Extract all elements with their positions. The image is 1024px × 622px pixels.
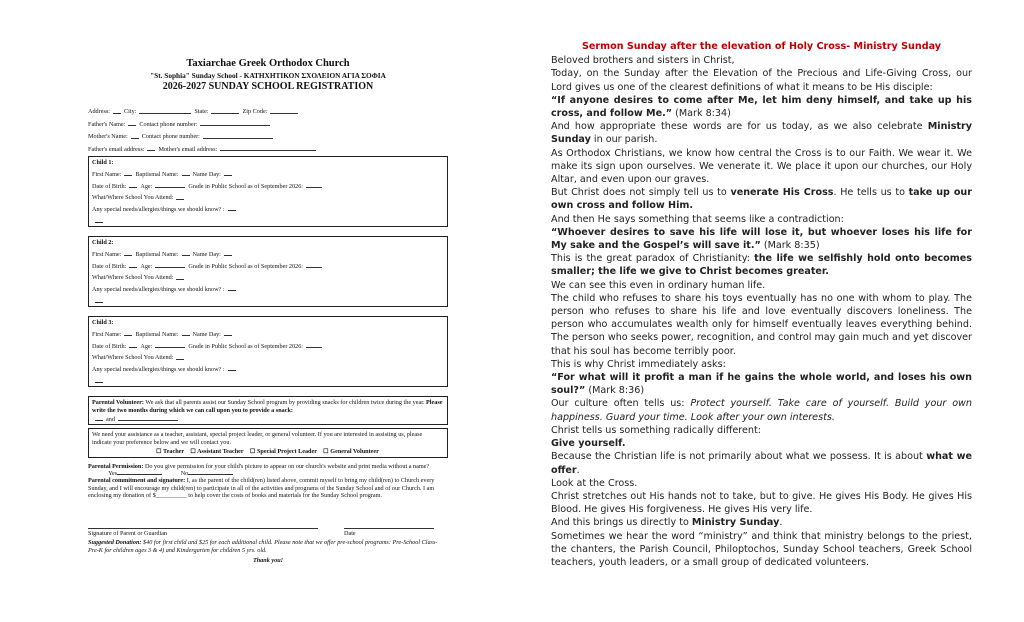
- snack-month-2-line[interactable]: [118, 420, 178, 421]
- sermon-text: And how appropriate these words are for us today, as we also celebrate: [551, 121, 928, 133]
- commitment-text: I, as the parent of the child(ren) listed above, commit myself to bring my child(ren) to Church every Sunday, and I will encourage my child(ren) to participate in all of the activities and programs of the Sunday School and of our Church. I am enclosing my donation of $__________ to help cover the costs of books and materials for the Sunday School program.: [88, 477, 435, 500]
- school-attend-label: What/Where School You Attend:: [92, 194, 174, 202]
- needs-label: Any special needs/allergies/things we should know? :: [92, 285, 225, 293]
- first-name-line[interactable]: [124, 335, 132, 336]
- age-label: Age:: [140, 182, 153, 190]
- baptismal-name-label: Baptismal Name:: [135, 330, 179, 338]
- sermon-text: . He tells us to: [833, 187, 909, 199]
- father-row: [88, 116, 448, 129]
- sermon-text: This is the great paradox of Christianity:: [551, 253, 755, 265]
- sermon-para: As Orthodox Christians, we know how central the Cross is to our Faith. We wear it. We make its sign upon ourselves. We venerate it. We place it upon our churches, our Holy Altar, and even upon our graves.: [551, 147, 972, 186]
- needs-label: Any special needs/allergies/things we should know? :: [92, 205, 225, 213]
- scripture-quote: “Whoever desires to save his life will lose it, but whoever loses his life for My sake and the Gospel’s will save it.”: [551, 226, 972, 252]
- school-attend-label: What/Where School You Attend:: [92, 274, 174, 282]
- donation-text: $40 for first child and $25 for each additional child. Please note that we offer pre-school programs: Pre-School Class-Pre-K for children ages 3 & 4) and Kindergarten for children 5 yrs. old.: [88, 539, 438, 554]
- grade-label: Grade in Public School as of September 2026:: [188, 182, 304, 190]
- first-name-label: First Name:: [92, 330, 122, 338]
- grade-line[interactable]: [306, 187, 322, 188]
- assist-text: We need your assistance as a teacher, assistant, special project leader, or general volunteer. If you are interested in assisting us, please indicate your preference below and we will contact you.: [92, 431, 423, 446]
- sermon-emphasis: Give yourself.: [551, 438, 626, 450]
- mother-email-line[interactable]: [220, 150, 316, 151]
- grade-line[interactable]: [306, 267, 322, 268]
- parental-volunteer-box: [88, 396, 448, 425]
- dob-line[interactable]: [129, 267, 137, 268]
- grade-label: Grade in Public School as of September 2026:: [188, 342, 304, 350]
- option-general-volunteer[interactable]: ☐ General Volunteer: [323, 448, 379, 456]
- sermon-para: [551, 437, 972, 450]
- child-3-box: [88, 316, 448, 387]
- signature-label: Signature of Parent or Guardian: [88, 529, 168, 537]
- address-row: [88, 103, 448, 116]
- school-attend-label: What/Where School You Attend:: [92, 354, 174, 362]
- sermon-para: The child who refuses to share his toys eventually has no one with whom to play. The person who refuses to share his life and love eventually discovers loneliness. The person who accumulates wealth only for himself eventually leaves everything behind. The person who seeks power, recognition, and control may gain much and yet discover that his soul has become terribly poor.: [551, 292, 972, 357]
- age-label: Age:: [140, 262, 153, 270]
- sermon-title: Sermon Sunday after the elevation of Holy Cross- Ministry Sunday: [581, 41, 941, 52]
- sermon-text: But Christ does not simply tell us to: [551, 187, 731, 199]
- dob-label: Date of Birth:: [92, 262, 127, 270]
- sermon-emphasis: what we offer: [551, 451, 972, 476]
- age-line[interactable]: [155, 267, 185, 268]
- church-name: Taxiarchae Greek Orthodox Church: [186, 58, 350, 69]
- scripture-quote: “For what will it profit a man if he gains the whole world, and loses his own soul?”: [551, 372, 972, 397]
- sermon-para: Christ tells us something radically different:: [551, 424, 761, 436]
- first-name-line[interactable]: [124, 255, 132, 256]
- mother-contact-line[interactable]: [203, 138, 273, 139]
- needs-line-2[interactable]: [95, 302, 103, 303]
- sermon-text: in our parish.: [590, 134, 658, 146]
- donation-lead: Suggested Donation:: [88, 539, 142, 547]
- name-day-label: Name Day:: [192, 250, 221, 258]
- sermon-para: [551, 397, 972, 423]
- father-email-line[interactable]: [147, 150, 155, 151]
- sermon-para: [551, 450, 972, 476]
- snack-month-1-line[interactable]: [95, 420, 103, 421]
- name-day-label: Name Day:: [192, 330, 221, 338]
- signature-row: [88, 528, 448, 537]
- baptismal-name-line[interactable]: [182, 255, 190, 256]
- city-label: City:: [124, 108, 137, 116]
- zip-label: Zip Code:: [242, 108, 268, 116]
- sermon-para: [551, 120, 972, 146]
- age-label: Age:: [140, 342, 153, 350]
- email-row: [88, 141, 448, 154]
- first-name-label: First Name:: [92, 250, 122, 258]
- address-label: Address:: [88, 108, 110, 116]
- school-attend-line[interactable]: [176, 199, 184, 200]
- sermon-emphasis: take up our own cross and follow Him.: [551, 187, 972, 212]
- grade-line[interactable]: [306, 347, 322, 348]
- sermon-emphasis: Ministry Sunday: [691, 517, 780, 529]
- option-teacher[interactable]: ☐ Teacher: [156, 448, 185, 456]
- sermon-para: This is why Christ immediately asks:: [551, 358, 726, 370]
- father-email-label: Father's email address:: [88, 145, 145, 153]
- registration-form: [88, 58, 448, 564]
- child-2-box: [88, 236, 448, 307]
- volunteer-snack-prompt: Please write the two months during which we can call upon you to provide a snack:: [92, 399, 443, 414]
- sermon-para: [551, 226, 972, 252]
- baptismal-name-line[interactable]: [182, 175, 190, 176]
- zip-line[interactable]: [270, 113, 298, 114]
- state-label: State:: [194, 108, 209, 116]
- needs-line[interactable]: [228, 370, 236, 371]
- sermon-para: And then He says something that seems like a contradiction:: [551, 213, 844, 225]
- father-contact-line[interactable]: [200, 125, 270, 126]
- sermon-text: Our culture often tells us:: [551, 398, 691, 410]
- sermon-emphasis: the life we selfishly hold onto becomes smaller; the life we give to Christ becomes greater.: [551, 253, 972, 278]
- commitment-lead: Parental commitment and signature:: [88, 477, 186, 485]
- mother-line[interactable]: [131, 138, 139, 139]
- sermon-text: Because the Christian life is not primarily about what we possess. It is about: [551, 451, 927, 463]
- first-name-label: First Name:: [92, 170, 122, 178]
- father-contact-label: Contact phone number:: [139, 120, 198, 128]
- volunteer-lead: Parental Volunteer:: [92, 399, 144, 407]
- child-2-heading: Child 2:: [92, 239, 114, 247]
- first-name-line[interactable]: [124, 175, 132, 176]
- baptismal-name-line[interactable]: [182, 335, 190, 336]
- name-day-line[interactable]: [224, 175, 232, 176]
- sermon-italic: Protect yourself. Take care of yourself. Build your own happiness. Guard your time. Look after your own interests.: [551, 398, 972, 423]
- sermon-emphasis: Ministry Sunday: [551, 121, 972, 146]
- age-line[interactable]: [155, 187, 185, 188]
- sermon-para: [551, 371, 972, 397]
- name-day-line[interactable]: [224, 335, 232, 336]
- permission-no: No: [180, 469, 189, 477]
- school-attend-line[interactable]: [176, 279, 184, 280]
- child-1-box: [88, 156, 448, 227]
- volunteer-options: [92, 448, 443, 455]
- volunteer-and: and: [106, 415, 115, 423]
- dob-line[interactable]: [129, 347, 137, 348]
- state-line[interactable]: [211, 113, 239, 114]
- city-line[interactable]: [139, 113, 191, 114]
- scripture-ref: (Mark 8:34): [672, 108, 731, 120]
- sermon-para: [551, 252, 972, 278]
- scripture-ref: (Mark 8:35): [760, 240, 820, 252]
- permission-yes-line[interactable]: [117, 474, 162, 475]
- school-attend-line[interactable]: [176, 359, 184, 360]
- baptismal-name-label: Baptismal Name:: [135, 170, 179, 178]
- needs-label: Any special needs/allergies/things we should know? :: [92, 365, 225, 373]
- age-line[interactable]: [155, 347, 185, 348]
- sermon-text: .: [779, 517, 783, 529]
- address-line[interactable]: [113, 113, 121, 114]
- sermon-para: Today, on the Sunday after the Elevation of the Precious and Life-Giving Cross, our Lord gives us one of the clearest definitions of what it means to be His disciple:: [551, 68, 972, 93]
- mother-contact-label: Contact phone number:: [141, 133, 200, 141]
- assistance-box: [88, 428, 448, 457]
- sermon-para: We can see this even in ordinary human life.: [551, 279, 766, 291]
- needs-line-2[interactable]: [95, 222, 103, 223]
- father-line[interactable]: [128, 125, 136, 126]
- permission-yes: Yes: [108, 469, 118, 477]
- option-assistant-teacher[interactable]: ☐ Assistant Teacher: [190, 448, 244, 456]
- child-3-heading: Child 3:: [92, 319, 114, 327]
- sermon-para: Christ stretches out His hands not to take, but to give. He gives His Body. He gives His Blood. He gives His forgiveness. He gives His very life.: [551, 490, 972, 516]
- mother-email-label: Mother's email address:: [158, 145, 218, 153]
- school-name: "St. Sophia" Sunday School - ΚΑΤΗΧΗΤΙΚΟΝ ΣΧΟΛΕΙΟΝ ΑΓΙΑ ΣΟΦΙΑ: [150, 70, 386, 80]
- sermon-text: And this brings us directly to: [551, 517, 692, 529]
- form-title: 2026-2027 SUNDAY SCHOOL REGISTRATION: [162, 81, 374, 93]
- permission-no-line[interactable]: [188, 474, 233, 475]
- name-day-label: Name Day:: [192, 170, 221, 178]
- sermon-text: .: [576, 464, 580, 476]
- sermon-para: Sometimes we hear the word “ministry” and think that ministry belongs to the priest, the chanters, the Parish Council, Philoptochos, Sunday School teachers, Greek School teachers, youth leaders, or a small group of dedicated volunteers.: [551, 530, 972, 568]
- dob-label: Date of Birth:: [92, 182, 127, 190]
- grade-label: Grade in Public School as of September 2026:: [188, 262, 304, 270]
- sermon-para: [551, 186, 972, 212]
- date-line[interactable]: [344, 528, 434, 537]
- sermon-para: [551, 516, 972, 529]
- signature-line[interactable]: [88, 528, 318, 537]
- option-special-project-leader[interactable]: ☐ Special Project Leader: [249, 448, 317, 456]
- mother-label: Mother's Name:: [88, 133, 128, 141]
- dob-line[interactable]: [129, 187, 137, 188]
- dob-label: Date of Birth:: [92, 342, 127, 350]
- sermon-greeting: Beloved brothers and sisters in Christ,: [551, 55, 735, 67]
- needs-line[interactable]: [228, 210, 236, 211]
- sermon-para: Look at the Cross.: [551, 477, 638, 489]
- scripture-quote: “If anyone desires to come after Me, let him deny himself, and take up his cross, and follow Me.”: [551, 94, 972, 120]
- baptismal-name-label: Baptismal Name:: [135, 250, 179, 258]
- needs-line-2[interactable]: [95, 382, 103, 383]
- scripture-ref: (Mark 8:36): [585, 385, 645, 397]
- sermon-emphasis: venerate His Cross: [730, 187, 834, 199]
- date-label: Date: [344, 529, 356, 537]
- child-1-heading: Child 1:: [92, 159, 114, 167]
- needs-line[interactable]: [228, 290, 236, 291]
- sermon-para: [551, 94, 972, 120]
- volunteer-text: We ask that all parents assist our Sunday School program by providing snacks for children twice during the year.: [143, 399, 427, 407]
- thank-you: Thank you!: [252, 557, 284, 565]
- father-label: Father's Name:: [88, 120, 126, 128]
- name-day-line[interactable]: [224, 255, 232, 256]
- mother-row: [88, 128, 448, 141]
- permission-lead: Parental Permission:: [88, 462, 144, 470]
- permission-text: Do you give permission for your child's picture to appear on our church's website and print media without a name?: [143, 462, 430, 470]
- sermon: [551, 40, 972, 569]
